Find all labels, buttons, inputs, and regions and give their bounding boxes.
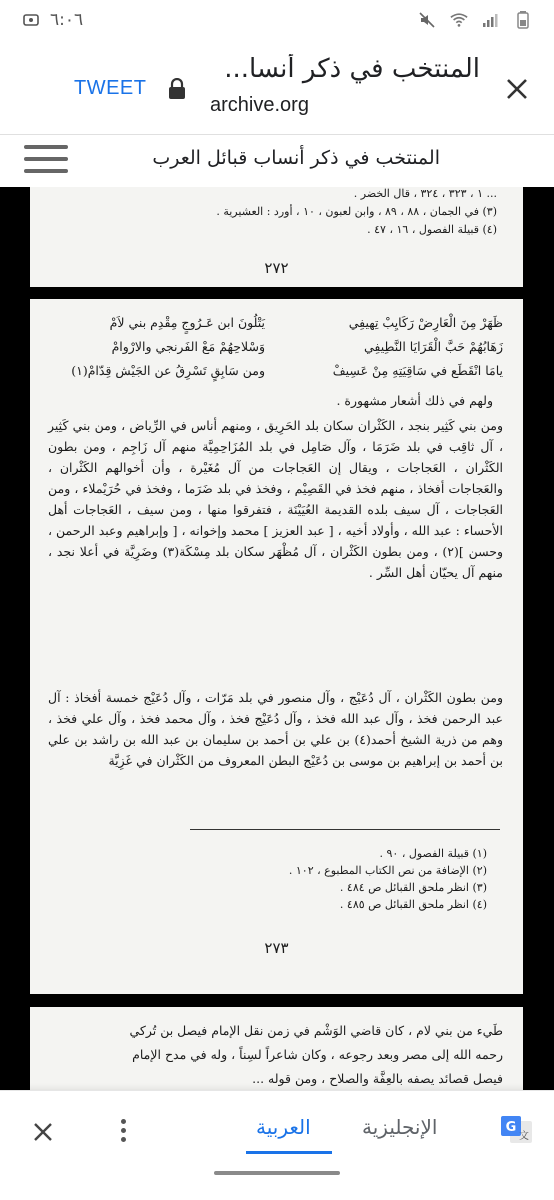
battery-saver-icon bbox=[22, 11, 40, 29]
book-header bbox=[0, 135, 554, 187]
wifi-icon bbox=[450, 11, 468, 29]
text-line: رحمه الله إلى مصر وبعد رجوعه ، وكان شاعراً لسِناً ، وله في مدح الإمام bbox=[132, 1047, 503, 1062]
book-title: المنتخب في ذكر أنساب قبائل العرب bbox=[152, 147, 440, 169]
paragraph: ومن بني كَثِير بنجد ، الكَثْران سكان بلد الحَرِيق ، ومنهم أناس في الرِّياض ، ومن بني كَثِير ، آل ثاقِب في بلد ضَرَمَا ، وآل صَامِل في بلد المُزَاحِمِيَّة منهم آل زَاجِم ، ومن بطون الكَثْران ، العَجاجات ، ويقال إن العَجاجات من آل مُغَيْرة ، وأن أخوالهم الكَثْران ، والعَجاجات أفخاذ ، منهم فخذ في القَصِيْم ، وفخذ في بلد ضَرَما ، وفخذ في حُرَيْملاء ، ومن العَجاجات ، آل سيف بلده القديمة العُيَيْنَة ، فتفرقوا منها ، ومن سيف ، العَجاجات أهل الأحساء : عبد الله ، وأولاد أخيه ، [ عبد العزيز ] محمد وإخوانه ، [ وإبراهيم وعبد الرحمن ، وحسن ](٢) ، ومن بطون الكَثْران ، آل مُظْهَر سكان بلد مِسْكَة(٣) وضَرِيَّة في أعلا نجد ، منهم آل يحيّان أهل السِّر . bbox=[48, 418, 503, 580]
more-options-icon[interactable] bbox=[118, 1115, 128, 1149]
text-line: فيصل قصائد يصفه بالعِفَّة والصلاح ، ومن قوله ... bbox=[252, 1071, 503, 1086]
book-viewer[interactable] bbox=[0, 187, 554, 1090]
footnote-line: (٤) قبيلة الفصول ، ١٦ ، ٤٧ . bbox=[367, 223, 497, 236]
tab-source-language[interactable]: الإنجليزية bbox=[362, 1115, 438, 1139]
verse-line: يَتْلُونَ ابن عَـرُوجٍ مِقْدِم بني لاَمْ bbox=[109, 315, 265, 330]
page-number: ٢٧٣ bbox=[264, 939, 289, 957]
footnote-line: (٣) في الجمان ، ٨٨ ، ٨٩ ، وابن لعبون ، ١٠ ، أورد : العشيرية . bbox=[216, 205, 497, 218]
text-line: طَيء من بني لام ، كان قاضي الوَشْم في زمن نقل الإمام فيصل بن تُركي bbox=[129, 1023, 503, 1038]
verse-line: ظَهَرْ مِنَ الْعَارِضْ رَكَايِبْ تِهيفِي bbox=[348, 315, 503, 330]
tab-target-language[interactable]: العربية bbox=[256, 1115, 311, 1139]
footnote-line: (٣) انظر ملحق القبائل ص ٤٨٤ . bbox=[339, 881, 487, 894]
tweet-button[interactable]: TWEET bbox=[74, 77, 147, 99]
book-page-273 bbox=[30, 299, 523, 994]
mute-icon bbox=[418, 11, 436, 29]
battery-icon bbox=[514, 11, 532, 29]
lock-icon[interactable] bbox=[168, 78, 186, 100]
close-icon[interactable] bbox=[500, 72, 534, 106]
translate-bar bbox=[0, 1090, 554, 1200]
footnote-line: (٢) الإضافة من نص الكتاب المطبوع ، ١٠٢ . bbox=[288, 864, 487, 877]
custom-tab-toolbar bbox=[0, 40, 554, 135]
paragraph: ومن بطون الكَثْران ، آل دُعَيْج ، وآل منصور في بلد مَرّات ، وآل دُعَيْج خمسة أفخاذ : آل عبد الرحمن فخذ ، وآل عبد الله فخذ ، وآل دُعَيْج فخذ ، وآل محمد فخذ ، وآل علي فخذ ، وهم من ذرية الشيخ أحمد(٤) بن علي بن أحمد بن سليمان بن عبد الله بن راشد بن علي بن أحمد بن إبراهيم بن موسى بن دُعَيْج البطن المعروف من الكَثْران في غَزِيَّة bbox=[48, 690, 503, 768]
page-number: ٢٧٢ bbox=[264, 259, 289, 277]
page-domain[interactable]: archive.org bbox=[210, 94, 309, 116]
paragraph: ولهم في ذلك أشعار مشهورة . bbox=[336, 393, 493, 408]
status-bar bbox=[0, 0, 554, 40]
google-translate-icon bbox=[500, 1115, 534, 1145]
signal-icon bbox=[482, 11, 500, 29]
verse-line: وَسْلاحِهُمْ مَعْ الفَرنجي والارْوامْ bbox=[111, 339, 265, 354]
gesture-nav-bar[interactable] bbox=[214, 1171, 340, 1175]
svg-text:G: G bbox=[505, 1120, 517, 1135]
book-page-274 bbox=[30, 1007, 523, 1090]
status-time: ٦:٠٦ bbox=[50, 10, 84, 30]
footnote-line: ... ١ ، ٣٢٣ ، ٣٢٤ ، قال الخضر . bbox=[353, 187, 497, 200]
verse-line: زَهَابُهُمْ حَبَّ الْقَرَايَا النَّطِيفِي bbox=[363, 339, 503, 354]
footnote-line: (١) قبيلة الفصول ، ٩٠ . bbox=[379, 847, 487, 860]
footnote-divider bbox=[190, 829, 500, 830]
book-page-272 bbox=[30, 187, 523, 287]
menu-icon[interactable] bbox=[24, 145, 68, 177]
close-icon[interactable] bbox=[28, 1117, 58, 1147]
svg-text:文: 文 bbox=[519, 1131, 529, 1142]
page-title: المنتخب في ذكر أنسا... bbox=[224, 54, 480, 84]
verse-line: ومن سَابِقٍ تَسْرِقُ عن الجَيْش قِدّامْ(١) bbox=[71, 363, 265, 378]
selected-tab-indicator bbox=[246, 1151, 332, 1154]
footnote-line: (٤) انظر ملحق القبائل ص ٤٨٥ . bbox=[339, 898, 487, 911]
verse-line: يامَا انْقَطَع في سَاقِيَتِهِ مِنْ عَسِيفْ bbox=[332, 363, 503, 378]
